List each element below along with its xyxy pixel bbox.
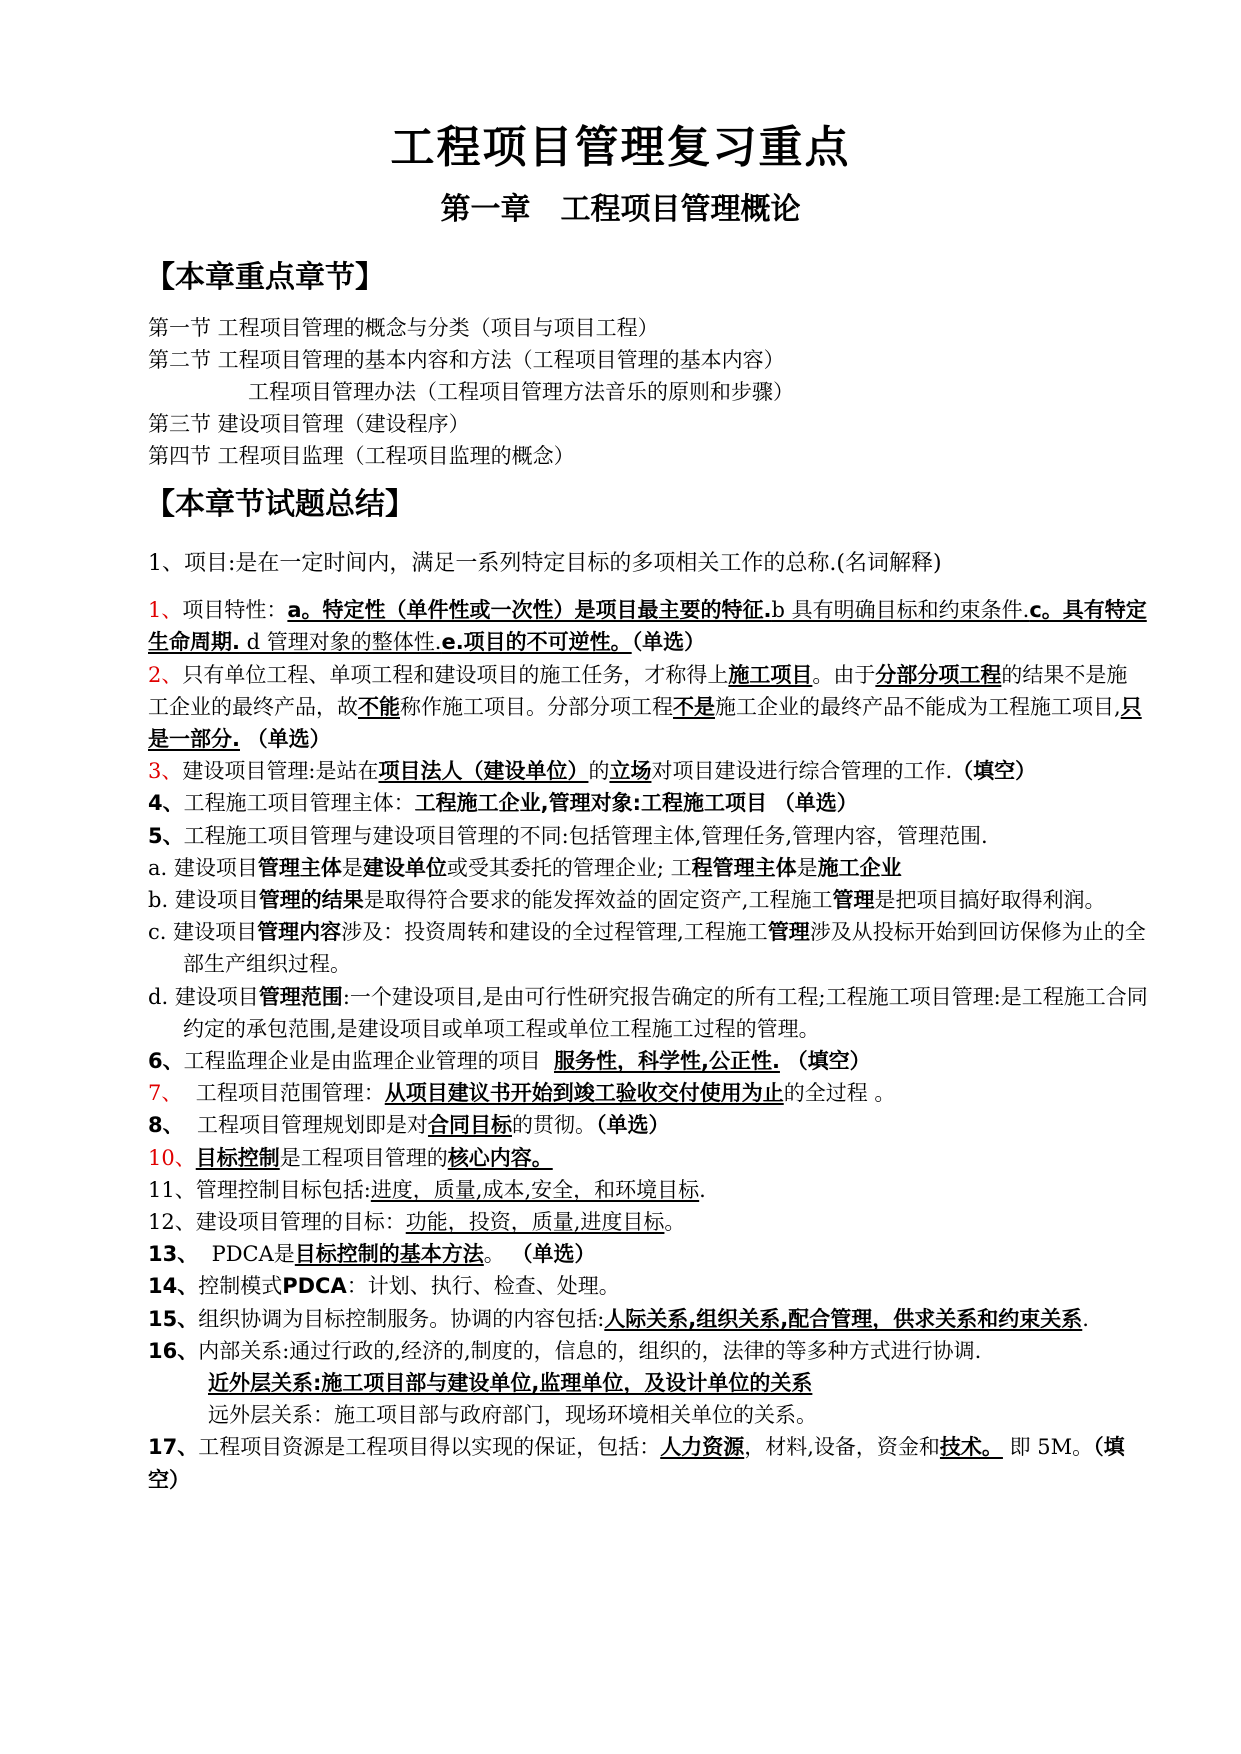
list-item: 16、内部关系:通过行政的,经济的,制度的，信息的，组织的，法律的等多种方式进行协调. [148,1338,982,1363]
list-item: 10、目标控制是工程项目管理的核心内容。 [148,1145,553,1170]
list-item: c. 建设项目管理内容涉及：投资周转和建设的全过程管理,工程施工管理涉及从投标开始到回访保修为止的全部生产组织过程。 [148,920,1146,977]
list-item: 12、建设项目管理的目标：功能，投资，质量,进度目标。 [148,1210,686,1235]
list-item: 1、项目特性：a。特定性（单件性或一次性）是项目最主要的特征.b 具有明确目标和约束条件.c。具有特定生命周期. d 管理对象的整体性.e.项目的不可逆性。（单选） [148,598,1147,655]
list-item: 3、建设项目管理:是站在项目法人（建设单位）的立场对项目建设进行综合管理的工作.（填空） [148,759,1037,784]
section-item: 第四节 工程项目监理（工程项目监理的概念） [148,444,575,468]
list-item: 17、工程项目资源是工程项目得以实现的保证，包括：人力资源，材料,设备，资金和技术。 即 5M。（填空） [148,1435,1125,1492]
list-item-sub: 远外层关系：施工项目部与政府部门，现场环境相关单位的关系。 [208,1403,817,1428]
list-item: a. 建设项目管理主体是建设单位或受其委托的管理企业; 工程管理主体是施工企业 [148,855,902,880]
chapter-title: 第一章 工程项目管理概论 [440,192,801,227]
list-item: 4、工程施工项目管理主体：工程施工企业,管理对象:工程施工项目 （单选） [148,791,858,816]
list-item: 7、 工程项目范围管理：从项目建议书开始到竣工验收交付使用为止的全过程 。 [148,1081,896,1106]
list-item: 2、只有单位工程、单项工程和建设项目的施工任务，才称得上施工项目。由于分部分项工程的结果不是施工企业的最终产品，故不能称作施工项目。分部分项工程不是施工企业的最终产品不能成为工程施工项目,只是一部分. （单选） [148,662,1142,752]
list-item: 6、工程监理企业是由监理企业管理的项目 服务性，科学性,公正性. （填空） [148,1049,871,1074]
list-item: d. 建设项目管理范围:一个建设项目,是由可行性研究报告确定的所有工程;工程施工项目管理:是工程施工合同约定的承包范围,是建设项目或单项工程或单位工程施工过程的管理。 [148,984,1148,1041]
list-item: 13、 PDCA是目标控制的基本方法。 （单选） [148,1242,596,1267]
list-item: b. 建设项目管理的结果是取得符合要求的能发挥效益的固定资产,工程施工管理是把项目搞好取得利润。 [148,888,1106,913]
list-item-sub: 近外层关系:施工项目部与建设单位,监理单位，及设计单位的关系 [208,1371,813,1396]
document-title: 工程项目管理复习重点 [390,122,851,173]
list-item: 14、控制模式PDCA：计划、执行、检查、处理。 [148,1274,620,1299]
section-item: 第一节 工程项目管理的概念与分类（项目与项目工程） [148,316,659,340]
list-item: 1、项目:是在一定时间内，满足一系列特定目标的多项相关工作的总称.(名词解释) [148,551,942,576]
list-item: 15、组织协调为目标控制服务。协调的内容包括:人际关系,组织关系,配合管理，供求关系和约束关系. [148,1306,1089,1331]
list-item: 5、工程施工项目管理与建设项目管理的不同:包括管理主体,管理任务,管理内容，管理范围. [148,823,988,848]
list-item: 11、管理控制目标包括:进度，质量,成本,安全，和环境目标. [148,1177,706,1202]
list-item: 8、 工程项目管理规划即是对合同目标的贯彻。（单选） [148,1113,670,1138]
section-item: 工程项目管理办法（工程项目管理方法音乐的原则和步骤） [248,380,794,404]
question-list [148,548,1148,1496]
section-list [148,312,794,472]
section-item: 第二节 工程项目管理的基本内容和方法（工程项目管理的基本内容） [148,348,785,372]
section-item: 第三节 建设项目管理（建设程序） [148,412,470,436]
section-heading-key-sections: 【本章重点章节】 [145,260,385,295]
section-heading-question-summary: 【本章节试题总结】 [145,487,415,522]
